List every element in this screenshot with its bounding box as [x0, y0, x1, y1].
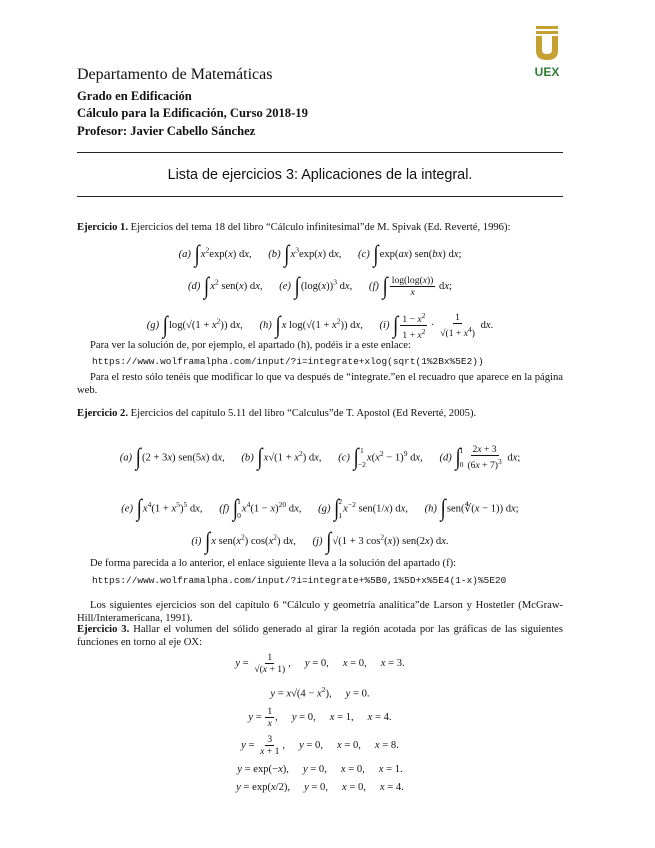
exercise-2-row-3: (i) ∫x $sen(x^2)$ $\cos(x^2)$ dx, (j) ∫√(1 + 3 $\cos^2(x)$) sen(2x) dx. [191, 528, 449, 555]
exercise-3-eq-4: y = $\frac{3}{x + 1}$ , y = 0, x = 0, x = 8. [241, 734, 399, 757]
exercise-2-row-2: (e) $\int x^4(1 + x^5)^5$ dx, (f) ∫ 1 0 $x^4(1 - x)^{20}$ dx, (g) ∫ 2 1 $x^{-2}$ sen(1/x) dx, (h) ∫sen(∜(x − 1)) dx; [121, 495, 519, 522]
divider-top [77, 152, 563, 153]
exercise-1-note: Para ver la solución de, por ejemplo, el apartado (h), podéis ir a este enlace: [90, 340, 411, 351]
exercise-3-eq-1: y = $\frac{1}{√(x + 1)}$ , y = 0, x = 0, x = 3. [235, 652, 405, 675]
page-title: Lista de ejercicios 3: Aplicaciones de la integral. [167, 167, 473, 183]
exercise-1-intro: Ejercicio 1. Ejercicios del tema 18 del libro “Cálculo infinitesimal”de M. Spivak (Ed. Reverté, 1996): [77, 222, 511, 233]
exercise-3-preamble: Los siguientes ejercicios son del capítulo 6 “Cálculo y geometría analítica”de Larson y Hostetler (McGraw-Hill/Interamericana, 1991). [77, 600, 563, 624]
exercise-2-label: Ejercicio 2. [77, 408, 128, 419]
exercise-3-intro: Ejercicio 3. Hallar el volumen del sólido generado al girar la región acotada por las gráficas de las siguientes funciones en torno al eje OX: [77, 624, 563, 648]
exercise-3-eq-3: y = $\frac{1}{x}$ , y = 0, x = 1, x = 4. [248, 706, 392, 729]
department-name: Departamento de Matemáticas [77, 66, 273, 83]
degree: Grado en Edificación [77, 89, 192, 103]
exercise-2-note: De forma parecida a lo anterior, el enlace siguiente lleva a la solución del apartado (f): [90, 558, 457, 569]
exercise-3-eq-6: y = exp(x/2), y = 0, x = 0, x = 4. [236, 782, 404, 793]
exercise-1-row-3: (g) $\int\log(√(1 + x^2))$ dx, (h) ∫x $\log(√(1 + x^2))$ dx, (i) ∫ $\frac{1 - x^2}{1 + x^2}$ · $\frac{1}{√(1 + x^4)}$ dx. [146, 311, 494, 342]
exercise-1-row-2: (d) $\int x^2$ sen(x) dx, (e) $\int(\log(x))^3$ dx, (f) ∫ $\frac{\log(\log(x))}{x}$ dx; [188, 273, 452, 300]
divider-bottom [77, 196, 563, 197]
exercise-1-row-1: (a) $\int x^2\exp(x)$ dx, (b) $\int x^3\exp(x)$ dx, (c) ∫exp(ax) sen(bx) dx; [178, 241, 462, 268]
exercise-1-after: Para el resto sólo tenéis que modificar lo que va después de “integrate.”en el recuadro que aparece en la página web. [77, 372, 563, 396]
course: Cálculo para la Edificación, Curso 2018-19 [77, 106, 308, 120]
exercise-3-eq-5: y = exp(−x), y = 0, x = 0, x = 1. [237, 764, 403, 775]
professor: Profesor: Javier Cabello Sánchez [77, 124, 256, 138]
exercise-2-link[interactable]: https://www.wolframalpha.com/input/?i=integrate+%5B0,1%5D+x%5E4(1-x)%5E20 [92, 575, 507, 586]
exercise-1-label: Ejercicio 1. [77, 222, 128, 233]
exercise-3-label: Ejercicio 3. [77, 624, 130, 635]
logo-text: UEX [534, 65, 560, 79]
exercise-2-row-1: (a) ∫(2 + 3x) sen(5x) dx, (b) $\int x√(1 + x^2)$ dx, (c) ∫ 1 −2 $x(x^2 - 1)^9$ dx, (d) ∫ 1 0 $\frac{2x + 3}{(6x + 7)^3}$ dx; [119, 444, 521, 472]
uex-logo [528, 26, 566, 80]
exercise-2-intro: Ejercicio 2. Ejercicios del capítulo 5.11 del libro “Calculus”de T. Apostol (Ed Reverté, 2005). [77, 408, 477, 419]
exercise-1-link[interactable]: https://www.wolframalpha.com/input/?i=integrate+xlog(sqrt(1%2Bx%5E2)) [92, 356, 484, 367]
exercise-3-eq-2: $y = x√(4 - x^2)$, y = 0. [270, 685, 370, 700]
